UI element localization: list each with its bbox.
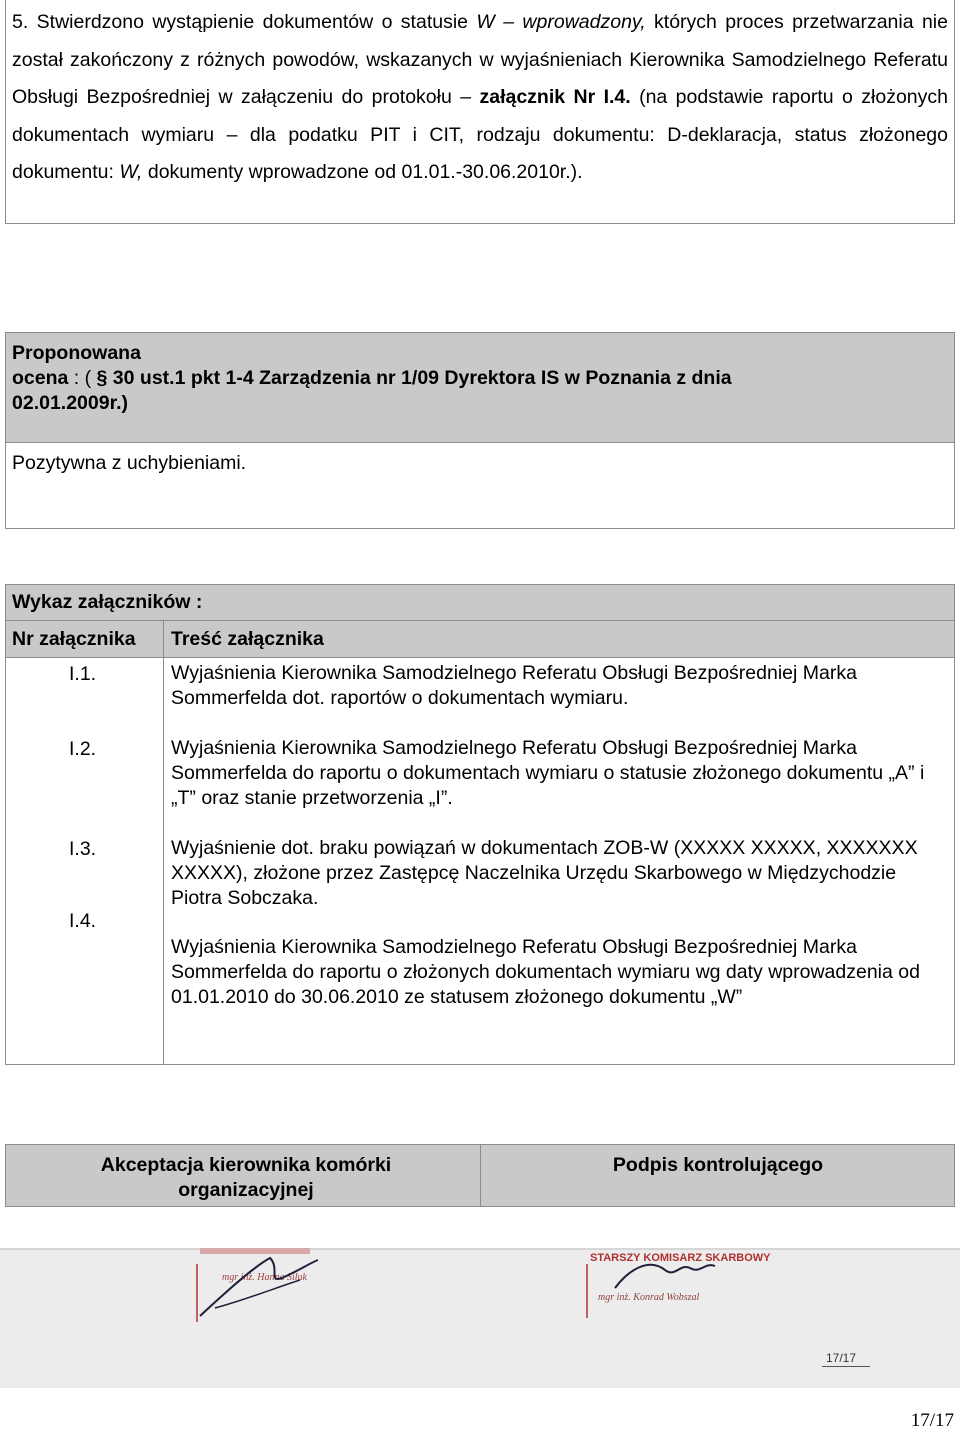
attachments-title: Wykaz załączników : [6,585,954,621]
page-number: 17/17 [910,1410,954,1431]
column-divider [163,621,164,1064]
attachment-number: I.2. [69,738,97,760]
attachment-description: Wyjaśnienia Kierownika Samodzielnego Referatu Obsługi Bezpośredniej Marka Sommerfelda do raportu o dokumentach wymiaru o statusie złożonego dokumentu „A” i „T” oraz stanie przetworzenia „I”. [171,737,925,809]
attachment-description: Wyjaśnienie dot. braku powiązań w dokumentach ZOB-W (XXXXX XXXXX, XXXXXXX XXXXX), złożone przez Zastępcę Naczelnika Urzędu Skarbowego w Międzychodzie Piotra Sobczaka. [171,837,918,909]
column-header-number: Nr załącznika [12,628,136,650]
scan-image [0,1248,960,1388]
attachment-number: I.1. [69,663,97,685]
attachment-number: I.3. [69,838,97,860]
proposed-assessment-header: Proponowana ocena : ( § 30 ust.1 pkt 1-4 Zarządzenia nr 1/09 Dyrektora IS w Poznania z dnia 02.01.2009r.) [6,333,954,443]
assessment-value: Pozytywna z uchybieniami. [12,452,247,474]
manager-approval-label: Akceptacja kierownika komórki organizacyjnej [100,1154,392,1201]
attachment-description: Wyjaśnienia Kierownika Samodzielnego Referatu Obsługi Bezpośredniej Marka Sommerfelda dot. raportów o dokumentach wymiaru. [171,662,857,709]
finding-item-5 [5,0,955,224]
scan-page-stamp: 17/17 [826,1351,857,1365]
inspector-signature-label: Podpis kontrolującego [612,1154,824,1176]
column-header-content: Treść załącznika [171,628,324,650]
signature-header [5,1144,955,1207]
attachments-header-row [6,621,954,658]
stamp-name-left: mgr inż. Hanna Siluk [222,1272,307,1283]
attachment-number: I.4. [69,910,97,932]
signature-divider [480,1145,481,1206]
finding-paragraph: 5. Stwierdzono wystąpienie dokumentów o statusie W – wprowadzony, których proces przetwarzania nie został zakończony z różnych powodów, wskazanych w wyjaśnieniach Kierownika Samodzielnego Referatu Obsługi Bezpośredniej w załączeniu do protokołu – załącznik Nr I.4. (na podstawie raportu o złożonych dokumentach wymiaru – dla podatku PIT i CIT, rodzaju dokumentu: D-deklaracja, status złożonego dokumentu: W, dokumenty wprowadzone od 01.01.-30.06.2010r.). [12,11,948,183]
attachment-description: Wyjaśnienia Kierownika Samodzielnego Referatu Obsługi Bezpośredniej Marka Sommerfelda do raportu o złożonych dokumentach wymiaru wg daty wprowadzenia od 01.01.2010 do 30.06.2010 ze statusem złożonego dokumentu „W” [171,936,920,1008]
stamp-title-right: STARSZY KOMISARZ SKARBOWY [590,1252,771,1264]
stamp-name-right: mgr inż. Konrad Wobszal [598,1292,700,1303]
attachments-table [5,584,955,1065]
attachment-reference: załącznik Nr I.4. [479,86,631,108]
scanned-signatures [0,1248,960,1388]
proposed-assessment [5,332,955,529]
